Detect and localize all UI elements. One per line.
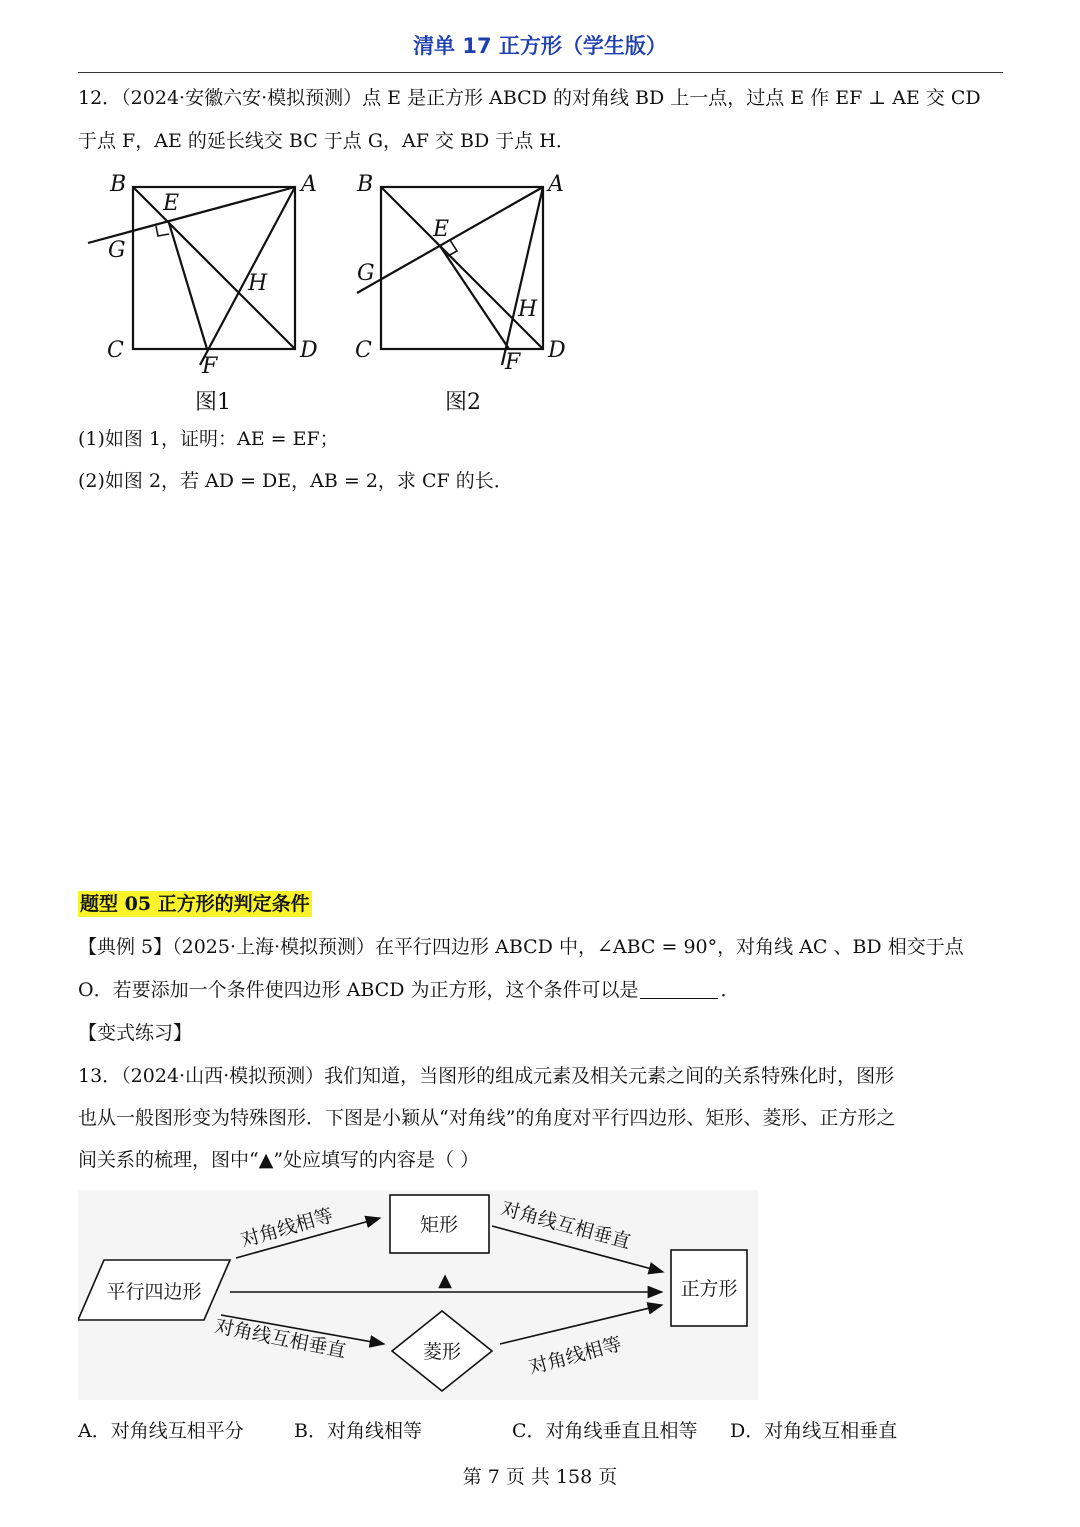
- answer-blank[interactable]: [640, 978, 718, 999]
- fig1-label-F: F: [202, 354, 218, 379]
- example5-line1: 【典例 5】（2025·上海·模拟预测）在平行四边形 ABCD 中，∠ABC = 90°，对角线 AC 、BD 相交于点: [78, 936, 964, 958]
- header-divider: [78, 72, 1003, 73]
- node-rhombus-label: 菱形: [422, 1341, 462, 1363]
- q13-line1: 13．（2024·山西·模拟预测）我们知道，当图形的组成元素及相关元素之间的关系特殊化时，图形: [78, 1065, 895, 1087]
- q12-line1: 12．（2024·安徽六安·模拟预测）点 E 是正方形 ABCD 的对角线 BD 上一点，过点 E 作 EF ⊥ AE 交 CD: [78, 87, 981, 109]
- fig2-label-A: A: [548, 172, 564, 197]
- fig2-label-F: F: [505, 350, 521, 375]
- figure-2: [345, 165, 585, 420]
- fig2-caption: 图2: [445, 390, 481, 415]
- fig2-label-B: B: [357, 172, 374, 197]
- option-A[interactable]: A．对角线互相平分: [78, 1420, 244, 1442]
- q12-line2: 于点 F，AE 的延长线交 BC 于点 G，AF 交 BD 于点 H．: [78, 130, 575, 152]
- page-header-title: 清单 17 正方形（学生版）: [413, 34, 667, 58]
- fig1-caption: 图1: [195, 390, 231, 415]
- example5-line2-end: ．: [720, 979, 740, 1001]
- page-footer: 第 7 页 共 158 页: [462, 1466, 618, 1488]
- fig2-label-G: G: [357, 261, 375, 286]
- fig2-diagonal-bd: [381, 187, 543, 349]
- option-B[interactable]: B．对角线相等: [294, 1420, 422, 1442]
- fig2-label-C: C: [355, 338, 372, 363]
- node-square-label: 正方形: [680, 1278, 738, 1300]
- fig2-line-ef: [440, 246, 509, 349]
- section-heading-text: 题型 05 正方形的判定条件: [80, 893, 310, 915]
- example5-line2: [78, 976, 739, 1004]
- fig1-diagonal-bd: [133, 187, 295, 349]
- edge-label-p-rhom: 对角线互相垂直: [213, 1315, 348, 1363]
- q12-sub2: (2)如图 2，若 AD = DE，AB = 2，求 CF 的长．: [78, 470, 513, 492]
- edge-label-rhom-sq: 对角线相等: [526, 1332, 625, 1379]
- edge-label-p-rect: 对角线相等: [238, 1204, 336, 1252]
- node-parallelogram-label: 平行四边形: [106, 1281, 202, 1303]
- node-rectangle-label: 矩形: [419, 1214, 459, 1236]
- marker-triangle: ▲: [438, 1270, 452, 1291]
- edge-label-rect-sq: 对角线互相垂直: [498, 1197, 633, 1254]
- fig1-label-H: H: [248, 271, 268, 296]
- fig2-label-D: D: [548, 338, 566, 363]
- fig1-label-A: A: [301, 172, 317, 197]
- q13-line2: 也从一般图形变为特殊图形．下图是小颖从“对角线”的角度对平行四边形、矩形、菱形、正方形之: [78, 1107, 896, 1129]
- fig2-line-af: [502, 187, 543, 365]
- example5-line2-text: O．若要添加一个条件使四边形 ABCD 为正方形，这个条件可以是: [78, 979, 639, 1001]
- q13-line3: 间关系的梳理，图中“▲”处应填写的内容是（ ）: [78, 1149, 480, 1171]
- fig1-label-G: G: [108, 238, 126, 263]
- quadrilateral-relationship-diagram: [78, 1190, 758, 1400]
- fig1-label-C: C: [107, 338, 124, 363]
- fig1-label-B: B: [110, 172, 127, 197]
- practice-title: 【变式练习】: [78, 1022, 193, 1044]
- fig2-label-E: E: [433, 217, 450, 242]
- option-C[interactable]: C．对角线垂直且相等: [512, 1420, 698, 1442]
- fig1-label-D: D: [300, 338, 318, 363]
- figure-1: [80, 165, 330, 420]
- fig2-label-H: H: [518, 297, 538, 322]
- fig1-label-E: E: [163, 191, 180, 216]
- option-D[interactable]: D．对角线互相垂直: [730, 1420, 898, 1442]
- q12-sub1: (1)如图 1，证明：AE = EF；: [78, 428, 339, 450]
- fig1-right-angle-mark: [156, 226, 169, 236]
- section-heading: [78, 890, 312, 918]
